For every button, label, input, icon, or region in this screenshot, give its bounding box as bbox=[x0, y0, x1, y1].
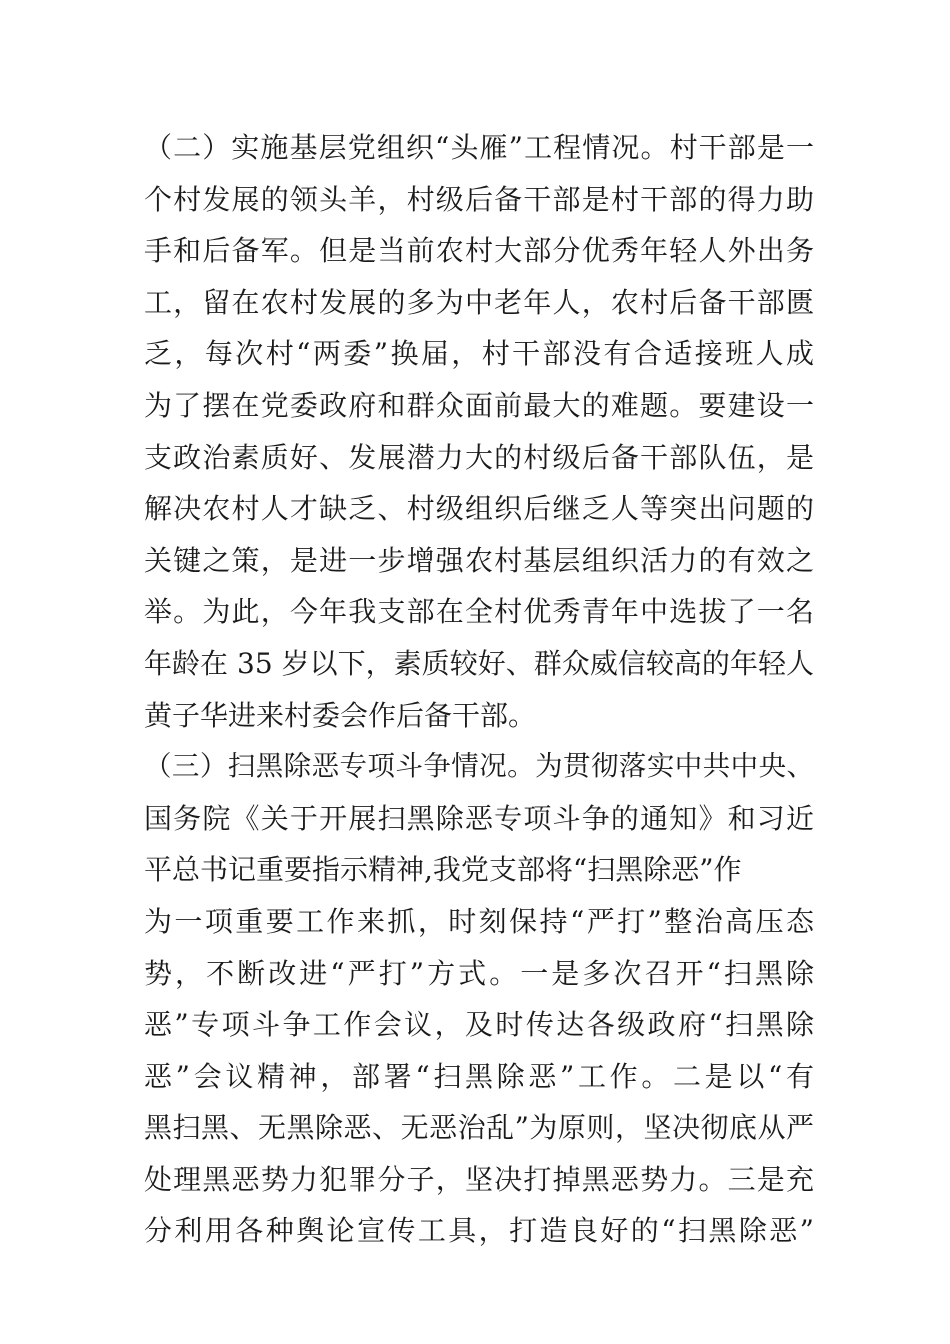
text-line-last: 黄子华进来村委会作后备干部。 bbox=[144, 698, 537, 732]
document-body bbox=[144, 122, 814, 1257]
text-line: 为一项重要工作来抓，时刻保持“严打”整治高压态 bbox=[144, 904, 814, 938]
text-line: 乏，每次村“两委”换届，村干部没有合适接班人成 bbox=[144, 337, 814, 371]
text-line: 年龄在 35 岁以下，素质较好、群众威信较高的年轻人 bbox=[144, 646, 814, 680]
text-line: （二）实施基层党组织“头雁”工程情况。村干部是一 bbox=[144, 131, 814, 164]
text-line: 势，不断改进“严打”方式。一是多次召开“扫黑除 bbox=[144, 956, 814, 990]
text-line: 举。为此，今年我支部在全村优秀青年中选拔了一名 bbox=[144, 595, 814, 629]
text-line: 关键之策，是进一步增强农村基层组织活力的有效之 bbox=[144, 543, 814, 577]
text-line: 黑扫黑、无黑除恶、无恶治乱”为原则，坚决彻底从严 bbox=[144, 1111, 814, 1145]
text-line: 国务院《关于开展扫黑除恶专项斗争的通知》和习近 bbox=[144, 801, 814, 835]
text-line: 分利用各种舆论宣传工具，打造良好的“扫黑除恶” bbox=[144, 1214, 814, 1248]
text-line: 个村发展的领头羊，村级后备干部是村干部的得力助 bbox=[144, 182, 814, 216]
paragraph-section-3 bbox=[144, 741, 814, 1257]
text-line: 为了摆在党委政府和群众面前最大的难题。要建设一 bbox=[144, 388, 814, 422]
text-line: 工，留在农村发展的多为中老年人，农村后备干部匮 bbox=[144, 285, 814, 319]
text-line: 手和后备军。但是当前农村大部分优秀年轻人外出务 bbox=[144, 234, 814, 268]
text-line: 平总书记重要指示精神,我党支部将“扫黑除恶”作 bbox=[144, 853, 742, 887]
text-line: 恶”专项斗争工作会议，及时传达各级政府“扫黑除 bbox=[144, 1008, 814, 1042]
text-line: （三）扫黑除恶专项斗争情况。为贯彻落实中共中央、 bbox=[144, 750, 814, 783]
paragraph-section-2 bbox=[144, 122, 814, 741]
text-line: 支政治素质好、发展潜力大的村级后备干部队伍，是 bbox=[144, 440, 814, 474]
text-line: 恶”会议精神，部署“扫黑除恶”工作。二是以“有 bbox=[144, 1059, 814, 1093]
text-line: 处理黑恶势力犯罪分子，坚决打掉黑恶势力。三是充 bbox=[144, 1162, 814, 1196]
text-line: 解决农村人才缺乏、村级组织后继乏人等突出问题的 bbox=[144, 492, 814, 526]
